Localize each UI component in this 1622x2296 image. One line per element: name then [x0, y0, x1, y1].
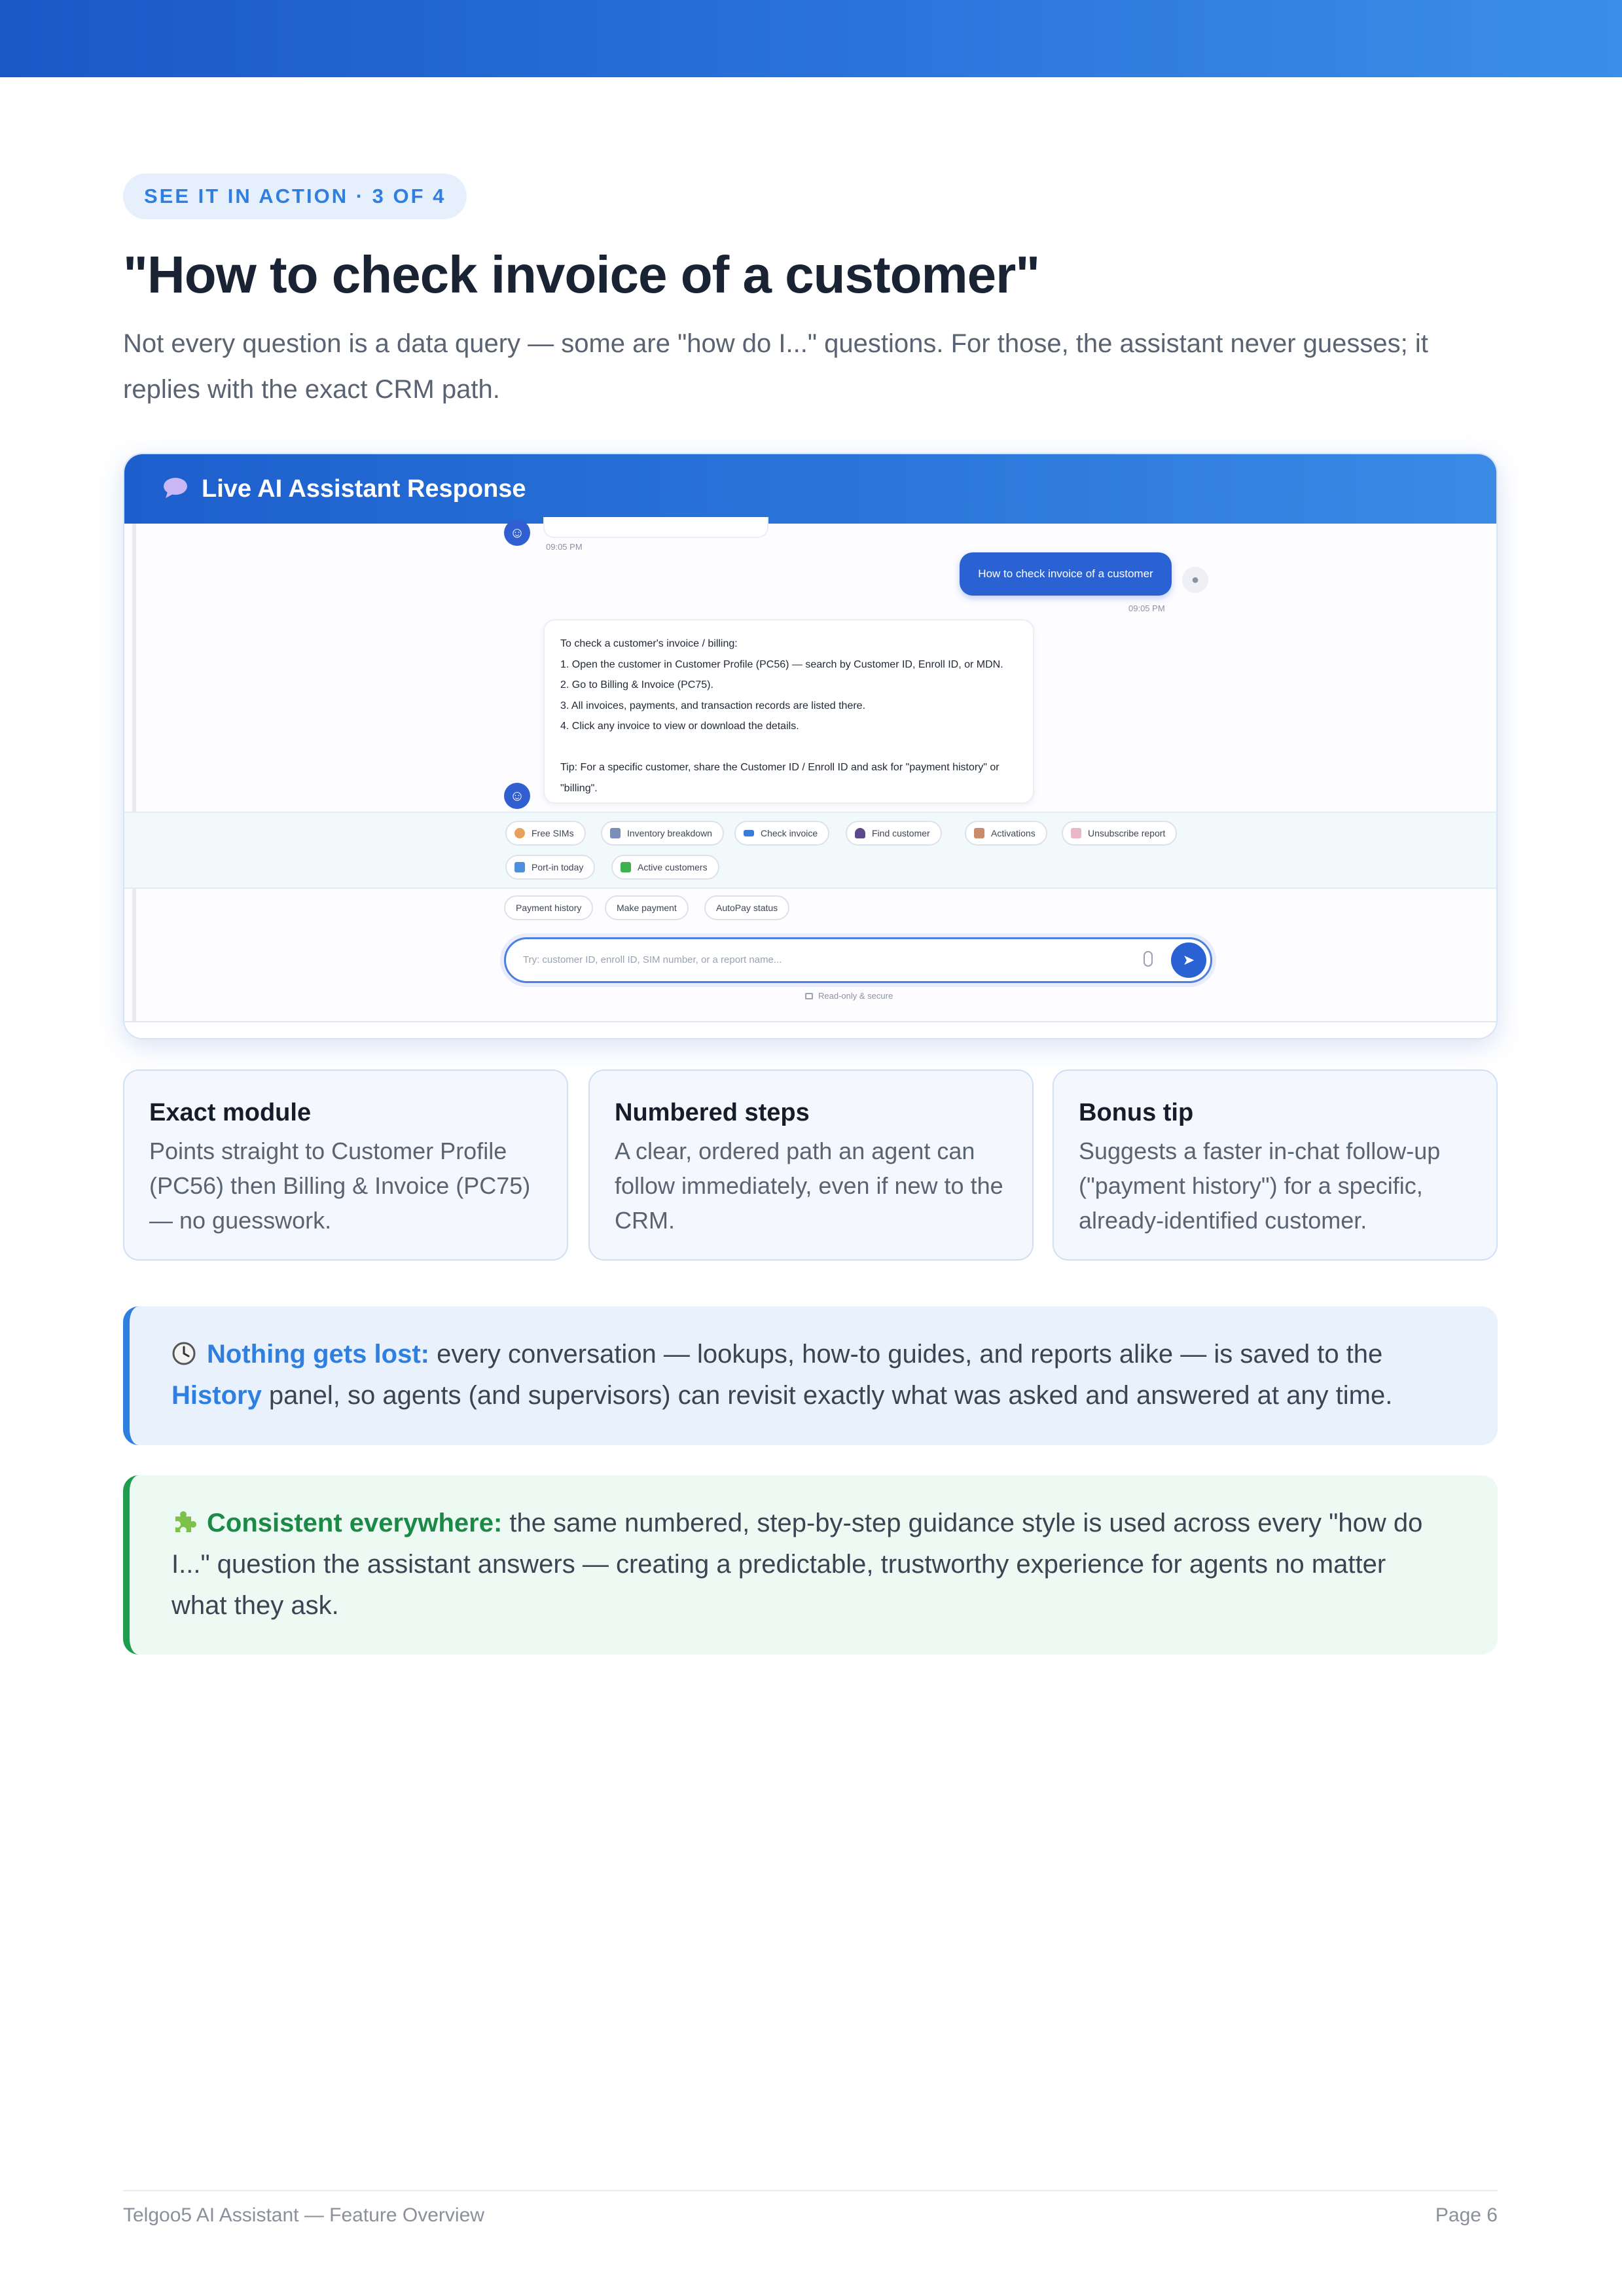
reply-line: 3. All invoices, payments, and transaction records are listed there. — [560, 700, 866, 711]
consistency-callout — [123, 1475, 1498, 1655]
chip-free-sims[interactable]: Free SIMs — [505, 821, 586, 846]
feature-text: Points straight to Customer Profile (PC56) then Billing & Invoice (PC75) — no guesswork. — [149, 1138, 531, 1234]
screenshot-bottom-edge — [124, 1021, 1496, 1039]
user-message-time: 09:05 PM — [1128, 603, 1165, 613]
chip-unsubscribe-report[interactable]: Unsubscribe report — [1062, 821, 1177, 846]
sim-icon — [514, 828, 525, 838]
reply-line: "billing". — [560, 782, 598, 794]
send-button[interactable]: ➤ — [1171, 942, 1206, 978]
chip-active-customers[interactable]: Active customers — [611, 855, 719, 880]
feature-text: A clear, ordered path an agent can follow immediately, even if new to the CRM. — [615, 1138, 1003, 1234]
feature-card-numbered-steps — [588, 1069, 1034, 1261]
feature-card-bonus-tip — [1053, 1069, 1498, 1261]
screenshot-card-header — [124, 454, 1496, 524]
chat-input[interactable] — [504, 937, 1212, 983]
user-avatar-icon: ● — [1182, 567, 1208, 593]
chat-bubble-icon — [162, 476, 189, 499]
chat-sidebar-edge — [132, 524, 136, 1021]
user-message-bubble: How to check invoice of a customer — [960, 552, 1172, 596]
intro-paragraph: Not every question is a data query — some are "how do I..." questions. For those, the assistant never guesses; it replies with the exact CRM path. — [123, 329, 1428, 404]
clipboard-icon — [974, 828, 984, 838]
reply-line: Tip: For a specific customer, share the Customer ID / Enroll ID and ask for "payment history" or — [560, 762, 1000, 773]
feature-card-exact-module — [123, 1069, 568, 1261]
assistant-screenshot-card — [123, 453, 1498, 1039]
top-banner — [0, 0, 1622, 77]
bar-chart-icon — [610, 828, 621, 838]
puzzle-icon — [171, 1510, 196, 1535]
followup-chip-row — [124, 888, 1496, 935]
quick-action-bar — [124, 812, 1496, 889]
reply-line: To check a customer's invoice / billing: — [560, 638, 738, 649]
card-icon — [744, 830, 754, 836]
footer-doc-title: Telgoo5 AI Assistant — Feature Overview — [123, 2204, 484, 2226]
reply-line — [560, 737, 1017, 758]
previous-bot-message — [543, 517, 768, 538]
check-icon — [621, 862, 631, 872]
reply-line: 2. Go to Billing & Invoice (PC75). — [560, 679, 713, 691]
chip-autopay-status[interactable]: AutoPay status — [704, 895, 789, 920]
callout-text: the same numbered, step-by-step guidance style is used across every "how do I..." question the assistant answers — creating a predictable, trustworthy experience for agents no matter what they ask. — [171, 1509, 1423, 1620]
chip-port-in-today[interactable]: Port-in today — [505, 855, 595, 880]
clock-icon — [171, 1341, 196, 1366]
assistant-reply-bubble — [543, 619, 1034, 804]
callout-lead: Consistent everywhere: — [207, 1509, 503, 1537]
chip-check-invoice[interactable]: Check invoice — [734, 821, 829, 846]
chip-find-customer[interactable]: Find customer — [846, 821, 942, 846]
chip-activations[interactable]: Activations — [965, 821, 1047, 846]
port-icon — [514, 862, 525, 872]
feature-title: Bonus tip — [1079, 1099, 1194, 1126]
message-time: 09:05 PM — [546, 542, 583, 552]
feature-title: Exact module — [149, 1099, 312, 1126]
feature-text: Suggests a faster in-chat follow-up ("payment history") for a specific, already-identified customer. — [1079, 1138, 1441, 1234]
footer-divider — [123, 2190, 1498, 2191]
person-icon — [855, 828, 865, 838]
reply-line: 1. Open the customer in Customer Profile (PC56) — search by Customer ID, Enroll ID, or MDN. — [560, 658, 1003, 670]
chat-screenshot — [124, 524, 1496, 1039]
microphone-icon[interactable] — [1144, 951, 1153, 967]
footer-page-number: Page 6 — [1435, 2204, 1498, 2226]
screenshot-card-title: Live AI Assistant Response — [202, 475, 526, 503]
chip-payment-history[interactable]: Payment history — [504, 895, 593, 920]
feature-title: Numbered steps — [615, 1099, 810, 1126]
bot-avatar-icon: ☺ — [504, 520, 530, 546]
report-icon — [1071, 828, 1081, 838]
chip-inventory-breakdown[interactable]: Inventory breakdown — [601, 821, 724, 846]
callout-lead: Nothing gets lost: — [207, 1340, 429, 1369]
history-highlight: History — [171, 1381, 262, 1410]
lock-icon — [805, 993, 813, 999]
bot-avatar-icon: ☺ — [504, 783, 530, 809]
section-tag: SEE IT IN ACTION · 3 OF 4 — [123, 173, 467, 219]
secure-note: Read-only & secure — [805, 991, 893, 1001]
reply-line: 4. Click any invoice to view or download the details. — [560, 721, 799, 732]
history-callout — [123, 1306, 1498, 1445]
callout-text: every conversation — lookups, how-to guides, and reports alike — is saved to the — [429, 1340, 1383, 1369]
callout-text: panel, so agents (and supervisors) can revisit exactly what was asked and answered at any time. — [261, 1381, 1393, 1410]
page-title: "How to check invoice of a customer" — [123, 245, 1040, 304]
chip-make-payment[interactable]: Make payment — [605, 895, 689, 920]
chat-input-placeholder: Try: customer ID, enroll ID, SIM number, or a report name... — [523, 954, 782, 965]
